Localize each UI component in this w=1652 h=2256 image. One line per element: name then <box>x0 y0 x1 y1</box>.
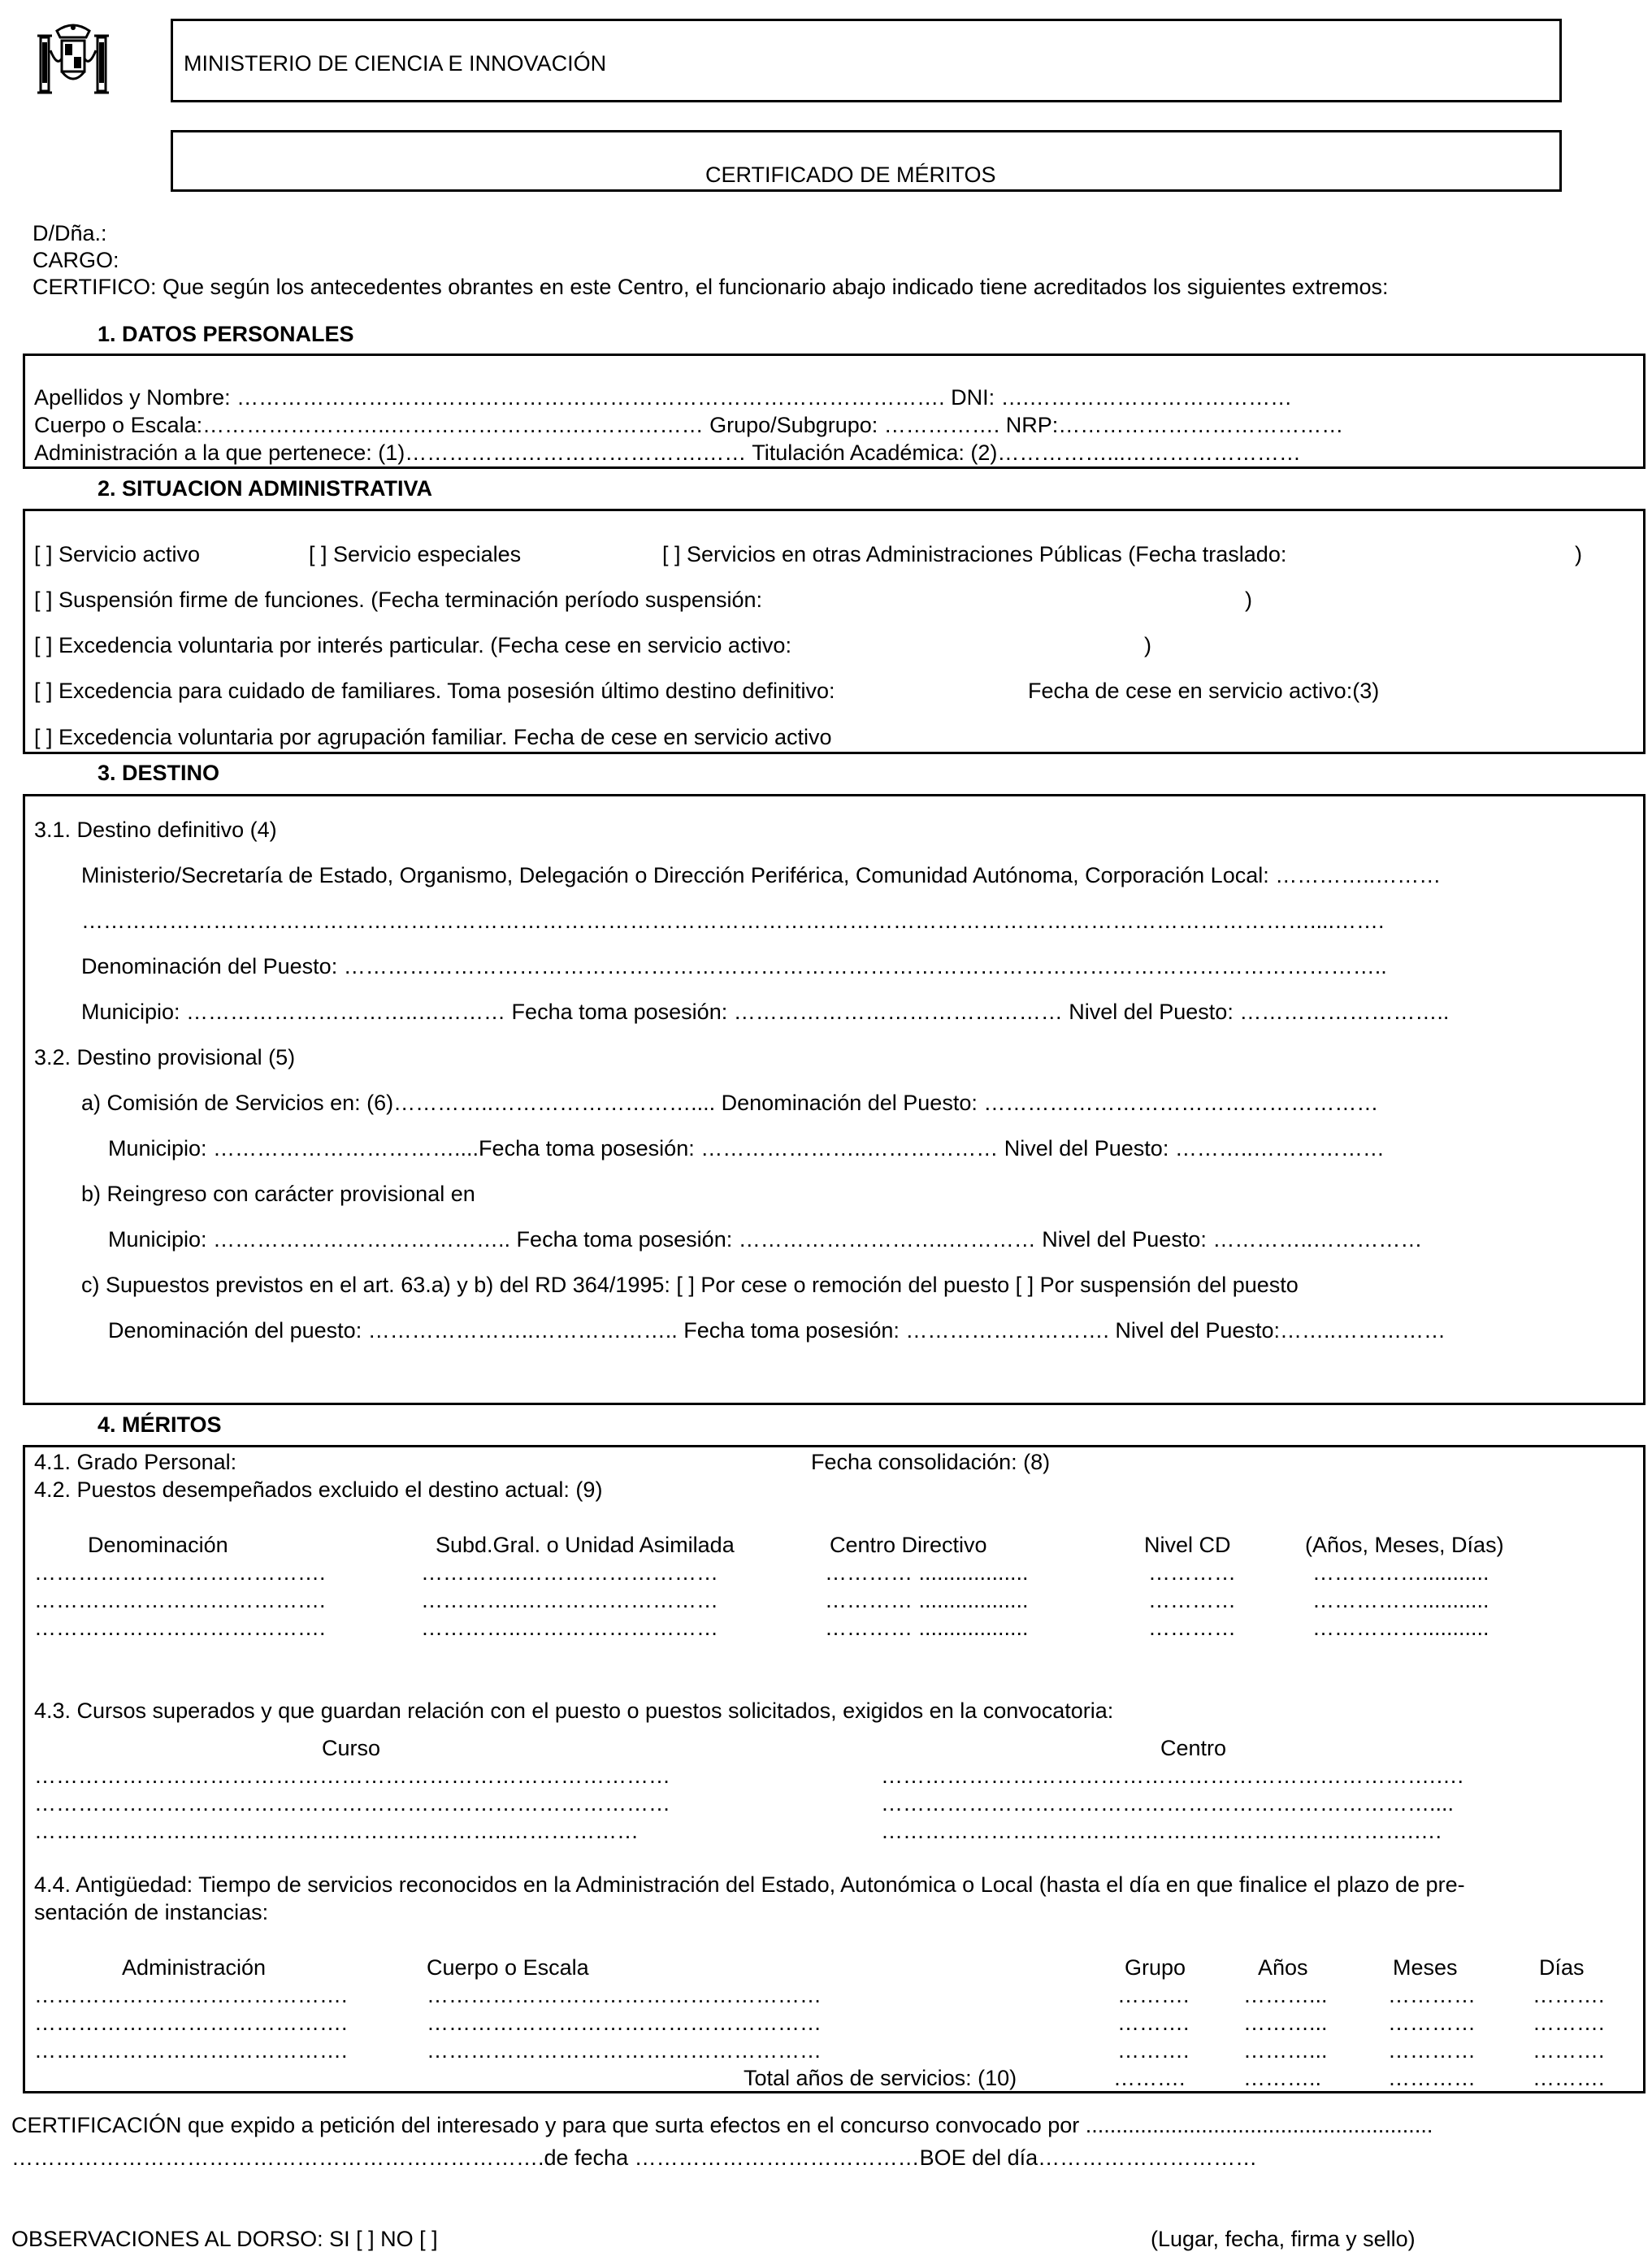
situacion-servicios-especiales: [ ] Servicio especiales <box>309 542 522 566</box>
antiguedad-cell: ……………………………………………… <box>427 2038 822 2063</box>
certificacion-fecha-line: ……………………………………………………………….de fecha …………………………………BOE del día………………………… <box>11 2145 1258 2170</box>
puestos-header-denominacion: Denominación <box>88 1533 228 1557</box>
total-servicios-cell: ………. <box>1113 2066 1186 2090</box>
personal-line-admin: Administración a la que pertenece: (1)…………….…………………….…… Titulación Académica: (2)……………...…………………… <box>34 440 1301 465</box>
situacion-paren-1: ) <box>1575 542 1582 566</box>
puestos-cell: …………..……………………… <box>421 1616 719 1640</box>
antiguedad-title-cont: sentación de instancias: <box>34 1900 269 1924</box>
antiguedad-header-anos: Años <box>1258 1955 1308 1980</box>
situacion-agrupacion-familiar: [ ] Excedencia voluntaria por agrupación familiar. Fecha de cese en servicio activo <box>34 725 832 749</box>
antiguedad-cell: ………… <box>1388 1983 1476 2007</box>
destino-prov-comision: a) Comisión de Servicios en: (6)…………..……………………….... Denominación del Puesto: ……………………………………………… <box>81 1091 1379 1115</box>
antiguedad-cell: ………... <box>1243 2011 1328 2035</box>
personal-line-cuerpo: Cuerpo o Escala:……………………..…………………….……………… Grupo/Subgrupo: ……………. NRP:………………………………… <box>34 413 1344 437</box>
puestos-cell: …………………………………. <box>34 1560 326 1585</box>
puestos-header-tiempo: (Años, Meses, Días) <box>1305 1533 1504 1557</box>
puestos-cell: …………………………………. <box>34 1588 326 1612</box>
section2-heading: 2. SITUACION ADMINISTRATIVA <box>98 476 433 501</box>
certifico-text: CERTIFICO: Que según los antecedentes obrantes en este Centro, el funcionario abajo indicado tiene acreditados los siguientes extremos: <box>33 275 1389 299</box>
section4-heading: 4. MÉRITOS <box>98 1412 222 1437</box>
puestos-cell: ………… .................. <box>825 1616 1029 1640</box>
antiguedad-cell: ……………………………………………… <box>427 1983 822 2007</box>
total-servicios-label: Total años de servicios: (10) <box>744 2066 1017 2090</box>
destino-def-municipio: Municipio: …………………………..………… Fecha toma posesión: ……………………………………… Nivel del Puesto: ……………………….. <box>81 1000 1450 1024</box>
antiguedad-cell: ………… <box>1388 2038 1476 2063</box>
destino-definitivo: 3.1. Destino definitivo (4) <box>34 818 277 842</box>
puestos-cell: ………… <box>1148 1616 1236 1640</box>
cursos-title: 4.3. Cursos superados y que guardan relación con el puesto o puestos solicitados, exigidos en la convocatoria: <box>34 1699 1114 1723</box>
cursos-cell: ……………………………………………………………….…. <box>881 1819 1442 1843</box>
situacion-excedencia-interes: [ ] Excedencia voluntaria por interés particular. (Fecha cese en servicio activo: <box>34 633 791 657</box>
puestos-header-centro: Centro Directivo <box>830 1533 987 1557</box>
puestos-cell: ……………........... <box>1312 1560 1489 1585</box>
personal-line-name: Apellidos y Nombre: ……………………………………………………………………………………. DNI: ….……………………………… <box>34 385 1293 410</box>
antiguedad-header-dias: Días <box>1539 1955 1585 1980</box>
antiguedad-cell: ………. <box>1117 2038 1190 2063</box>
ministry-name: MINISTERIO DE CIENCIA E INNOVACIÓN <box>184 51 607 76</box>
situacion-servicio-activo: [ ] Servicio activo <box>34 542 201 566</box>
puestos-cell: ……………........... <box>1312 1588 1489 1612</box>
situacion-paren-2: ) <box>1245 588 1252 612</box>
antiguedad-header-meses: Meses <box>1393 1955 1458 1980</box>
situacion-otras-administraciones: [ ] Servicios en otras Administraciones Públicas (Fecha traslado: <box>662 542 1287 566</box>
antiguedad-cell: ……………………………………. <box>34 2011 348 2035</box>
grado-personal: 4.1. Grado Personal: <box>34 1450 237 1474</box>
antiguedad-cell: ……………………………………………… <box>427 2011 822 2035</box>
antiguedad-header-admin: Administración <box>122 1955 267 1980</box>
situacion-paren-3: ) <box>1144 633 1151 657</box>
destino-provisional: 3.2. Destino provisional (5) <box>34 1045 296 1069</box>
fecha-consolidacion: Fecha consolidación: (8) <box>811 1450 1051 1474</box>
cursos-cell: ………………………………………………………..……………… <box>34 1819 640 1843</box>
antiguedad-cell: ………… <box>1388 2011 1476 2035</box>
destino-prov-supuestos: c) Supuestos previstos en el art. 63.a) y b) del RD 364/1995: [ ] Por cese o remoción del puesto [ ] Por suspensión del puesto <box>81 1273 1299 1297</box>
antiguedad-cell: ……………………………………. <box>34 1983 348 2007</box>
puestos-cell: …………..……………………… <box>421 1560 719 1585</box>
antiguedad-cell: ……………………………………. <box>34 2038 348 2063</box>
situacion-fecha-cese: Fecha de cese en servicio activo:(3) <box>1028 679 1380 703</box>
antiguedad-cell: ………. <box>1117 2011 1190 2035</box>
antiguedad-cell: ………. <box>1533 1983 1605 2007</box>
cursos-cell: …………………………………………………………………………… <box>34 1791 670 1816</box>
situacion-excedencia-familiares: [ ] Excedencia para cuidado de familiares. Toma posesión último destino definitivo: <box>34 679 835 703</box>
cursos-cell: ………………………………………………………………….... <box>881 1791 1455 1816</box>
antiguedad-cell: ………. <box>1533 2011 1605 2035</box>
puestos-cell: …………………………………. <box>34 1616 326 1640</box>
cursos-header-curso: Curso <box>322 1736 381 1760</box>
puestos-header-nivel: Nivel CD <box>1144 1533 1231 1557</box>
certificacion-line: CERTIFICACIÓN que expido a petición del interesado y para que surta efectos en el concurso convocado por ......................................................... <box>11 2113 1433 2137</box>
destino-def-dots: ……………………………………………………………………………………………………………………………………………………....……. <box>81 909 1385 933</box>
coat-of-arms-icon <box>33 18 114 102</box>
destino-def-denominacion: Denominación del Puesto: …………………………………………………………………………………………………………………………….. <box>81 954 1387 978</box>
antiguedad-header-grupo: Grupo <box>1125 1955 1186 1980</box>
destino-prov-reingreso-municipio: Municipio: ………………………………….. Fecha toma posesión: ………………………..………… Nivel del Puesto: …………..…………… <box>108 1227 1423 1252</box>
cursos-header-centro: Centro <box>1160 1736 1227 1760</box>
situacion-suspension: [ ] Suspensión firme de funciones. (Fecha terminación período suspensión: <box>34 588 762 612</box>
antiguedad-title: 4.4. Antigüedad: Tiempo de servicios reconocidos en la Administración del Estado, Autonómica o Local (hasta el día en que finalice el plazo de pre- <box>34 1872 1465 1897</box>
antiguedad-cell: ………. <box>1117 1983 1190 2007</box>
puestos-cell: ………… <box>1148 1588 1236 1612</box>
section1-heading: 1. DATOS PERSONALES <box>98 322 354 346</box>
destino-prov-supuestos-denominacion: Denominación del puesto: …………………..……………….. Fecha toma posesión: ………………………. Nivel del Puesto:……..…………… <box>108 1318 1446 1343</box>
destino-def-ministerio: Ministerio/Secretaría de Estado, Organismo, Delegación o Dirección Periférica, Comunidad Autónoma, Corporación Local: …………..……… <box>81 863 1442 887</box>
cursos-cell: …………………………………………………………………………… <box>34 1764 670 1788</box>
puestos-cell: ………… .................. <box>825 1588 1029 1612</box>
name-label: D/Dña.: <box>33 221 107 245</box>
puestos-cell: …………..……………………… <box>421 1588 719 1612</box>
firma-sello: (Lugar, fecha, firma y sello) <box>1151 2227 1416 2251</box>
total-servicios-cell: ………. <box>1533 2066 1605 2090</box>
antiguedad-cell: ………... <box>1243 1983 1328 2007</box>
antiguedad-header-cuerpo: Cuerpo o Escala <box>427 1955 589 1980</box>
puestos-cell: ………… <box>1148 1560 1236 1585</box>
puestos-cell: ………… .................. <box>825 1560 1029 1585</box>
puestos-cell: ……………........... <box>1312 1616 1489 1640</box>
destino-prov-comision-municipio: Municipio: ……………………………....Fecha toma posesión: …………………..……………… Nivel del Puesto: ………..……………… <box>108 1136 1385 1161</box>
antiguedad-cell: ………... <box>1243 2038 1328 2063</box>
total-servicios-cell: ………… <box>1388 2066 1476 2090</box>
section3-heading: 3. DESTINO <box>98 761 220 785</box>
destino-prov-reingreso: b) Reingreso con carácter provisional en <box>81 1182 475 1206</box>
puestos-header-subd: Subd.Gral. o Unidad Asimilada <box>436 1533 735 1557</box>
document-title: CERTIFICADO DE MÉRITOS <box>705 163 996 187</box>
total-servicios-cell: ……….. <box>1243 2066 1322 2090</box>
antiguedad-cell: ………. <box>1533 2038 1605 2063</box>
cursos-cell: ………………………………………………………………….…. <box>881 1764 1464 1788</box>
puestos-desempenados: 4.2. Puestos desempeñados excluido el destino actual: (9) <box>34 1477 603 1502</box>
observaciones: OBSERVACIONES AL DORSO: SI [ ] NO [ ] <box>11 2227 438 2251</box>
cargo-label: CARGO: <box>33 248 119 272</box>
